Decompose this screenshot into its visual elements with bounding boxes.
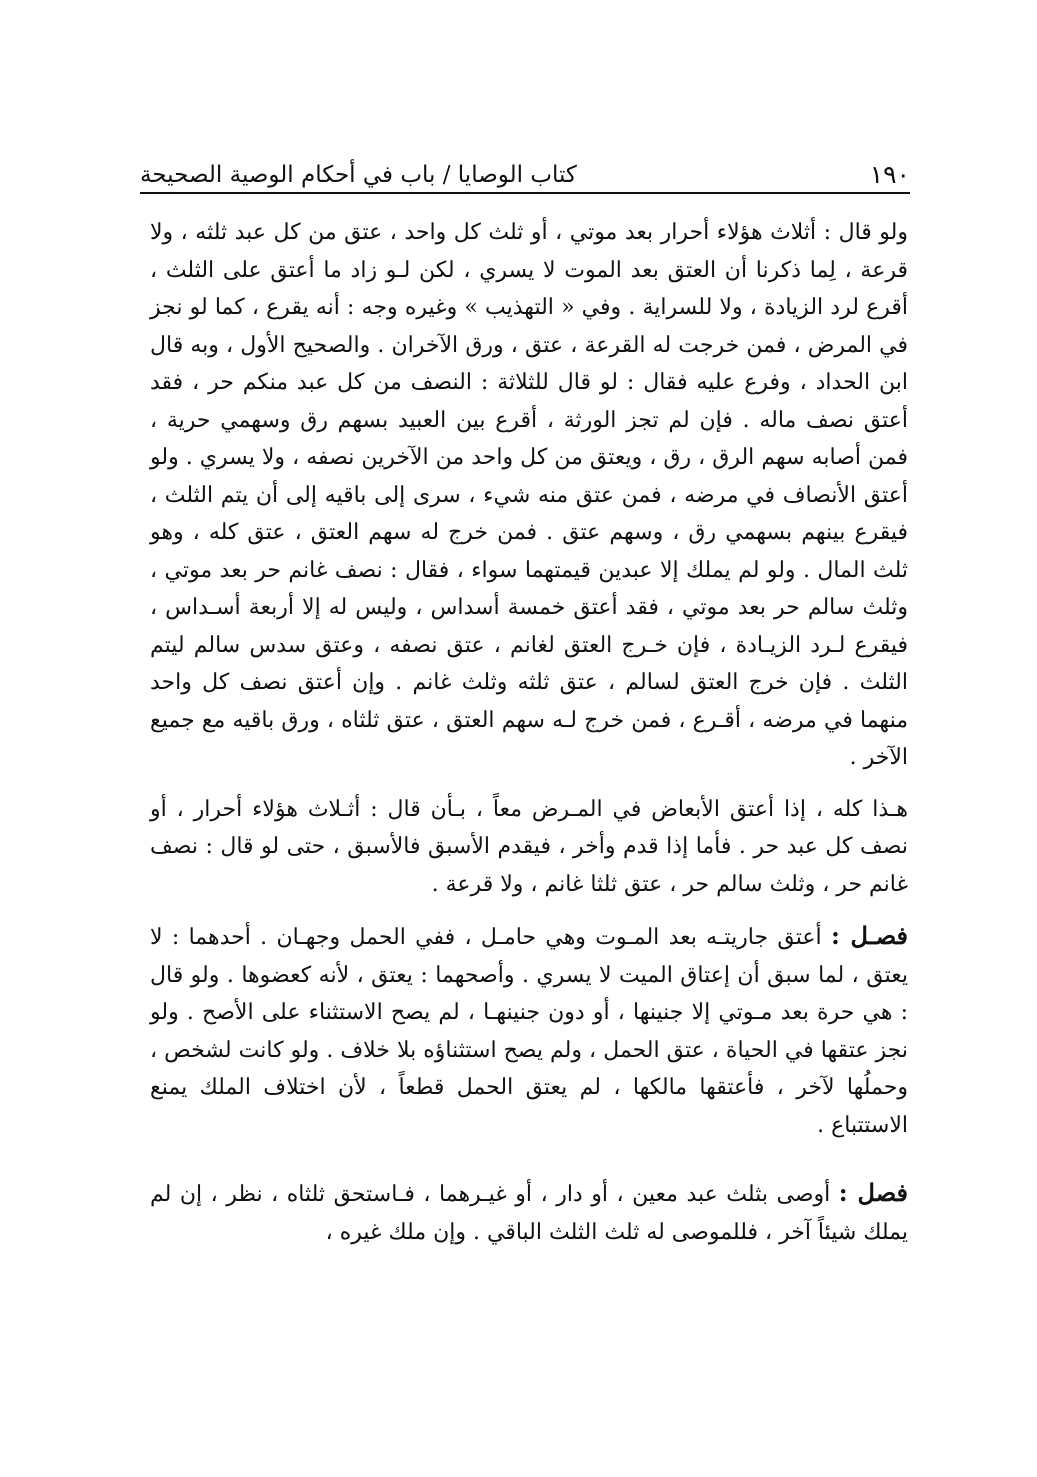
paragraph <box>150 917 908 1144</box>
section-label: فصل : <box>838 1178 908 1207</box>
header-rule <box>140 192 910 194</box>
running-header <box>140 146 910 190</box>
body-text <box>150 214 908 1251</box>
running-title: كتاب الوصايا / باب في أحكام الوصية الصحيحة <box>140 162 577 188</box>
paragraph <box>150 1174 908 1251</box>
section-label: فصـل : <box>830 921 908 950</box>
paragraph-text: ولو قال : أثلاث هؤلاء أحرار بعد موتي ، أو ثلث كل واحد ، عتق من كل عبد ثلثه ، ولا قرعة ، لِما ذكرنا أن العتق بعد الموت لا يسري ، لكن لـو زاد ما أعتق على الثلث ، أقرع لرد الزيادة ، ولا للسراية . وفي « التهذيب » وغيره وجه : أنه يقرع ، كما لو نجز في المرض ، فمن خرجت له القرعة ، عتق ، ورق الآخران . والصحيح الأول ، وبه قال ابن الحداد ، وفرع عليه فقال : لو قال للثلاثة : النصف من كل عبد منكم حر ، فقد أعتق نصف ماله . فإن لم تجز الورثة ، أقرع بين العبيد بسهم رق وسهمي حرية ، فمن أصابه سهم الرق ، رق ، ويعتق من كل واحد من الآخرين نصفه ، ولا يسري . ولو أعتق الأنصاف في مرضه ، فمن عتق منه شيء ، سرى إلى باقيه إلى أن يتم الثلث ، فيقرع بينهم بسهمي رق ، وسهم عتق . فمن خرج له سهم العتق ، عتق كله ، وهو ثلث المال . ولو لم يملك إلا عبدين قيمتهما سواء ، فقال : نصف غانم حر بعد موتي ، وثلث سالم حر بعد موتي ، فقد أعتق خمسة أسداس ، وليس له إلا أربعة أسـداس ، فيقرع لـرد الزيـادة ، فإن خـرج العتق لغانم ، عتق نصفه ، وعتق سدس سالم ليتم الثلث . فإن خرج العتق لسالم ، عتق ثلثه وثلث غانم . وإن أعتق نصف كل واحد منهما في مرضه ، أقـرع ، فمن خرج لـه سهم العتق ، عتق ثلثاه ، ورق باقيه مع جميع الآخر . <box>150 220 908 770</box>
paragraph-text: هـذا كله ، إذا أعتق الأبعاض في المـرض معاً ، بـأن قال : أثـلاث هؤلاء أحرار ، أو نصف كل عبد حر . فأما إذا قدم وأخر ، فيقدم الأسبق فالأسبق ، حتى لو قال : نصف غانم حر ، وثلث سالم حر ، عتق ثلثا غانم ، ولا قرعة . <box>150 796 908 897</box>
page-number: ١٩٠ <box>869 160 910 189</box>
paragraph <box>150 791 908 904</box>
paragraph <box>150 214 908 777</box>
paragraph-text: أوصى بثلث عبد معين ، أو دار ، أو غيـرهما ، فـاستحق ثلثاه ، نظر ، إن لم يملك شيئاً آخر ، فللموصى له ثلث الثلث الباقي . وإن ملك غيره ، <box>150 1182 908 1245</box>
paragraph-text: أعتق جاريتـه بعد المـوت وهي حامـل ، ففي الحمل وجهـان . أحدهما : لا يعتق ، لما سبق أن إعتاق الميت لا يسري . وأصحهما : يعتق ، لأنه كعضوها . ولو قال : هي حرة بعد مـوتي إلا جنينها ، أو دون جنينهـا ، لم يصح الاستثناء على الأصح . ولو نجز عتقها في الحياة ، عتق الحمل ، ولم يصح استثناؤه بلا خلاف . ولو كانت لشخص ، وحملُها لآخر ، فأعتقها مالكها ، لم يعتق الحمل قطعاً ، لأن اختلاف الملك يمنع الاستتباع . <box>150 925 908 1138</box>
